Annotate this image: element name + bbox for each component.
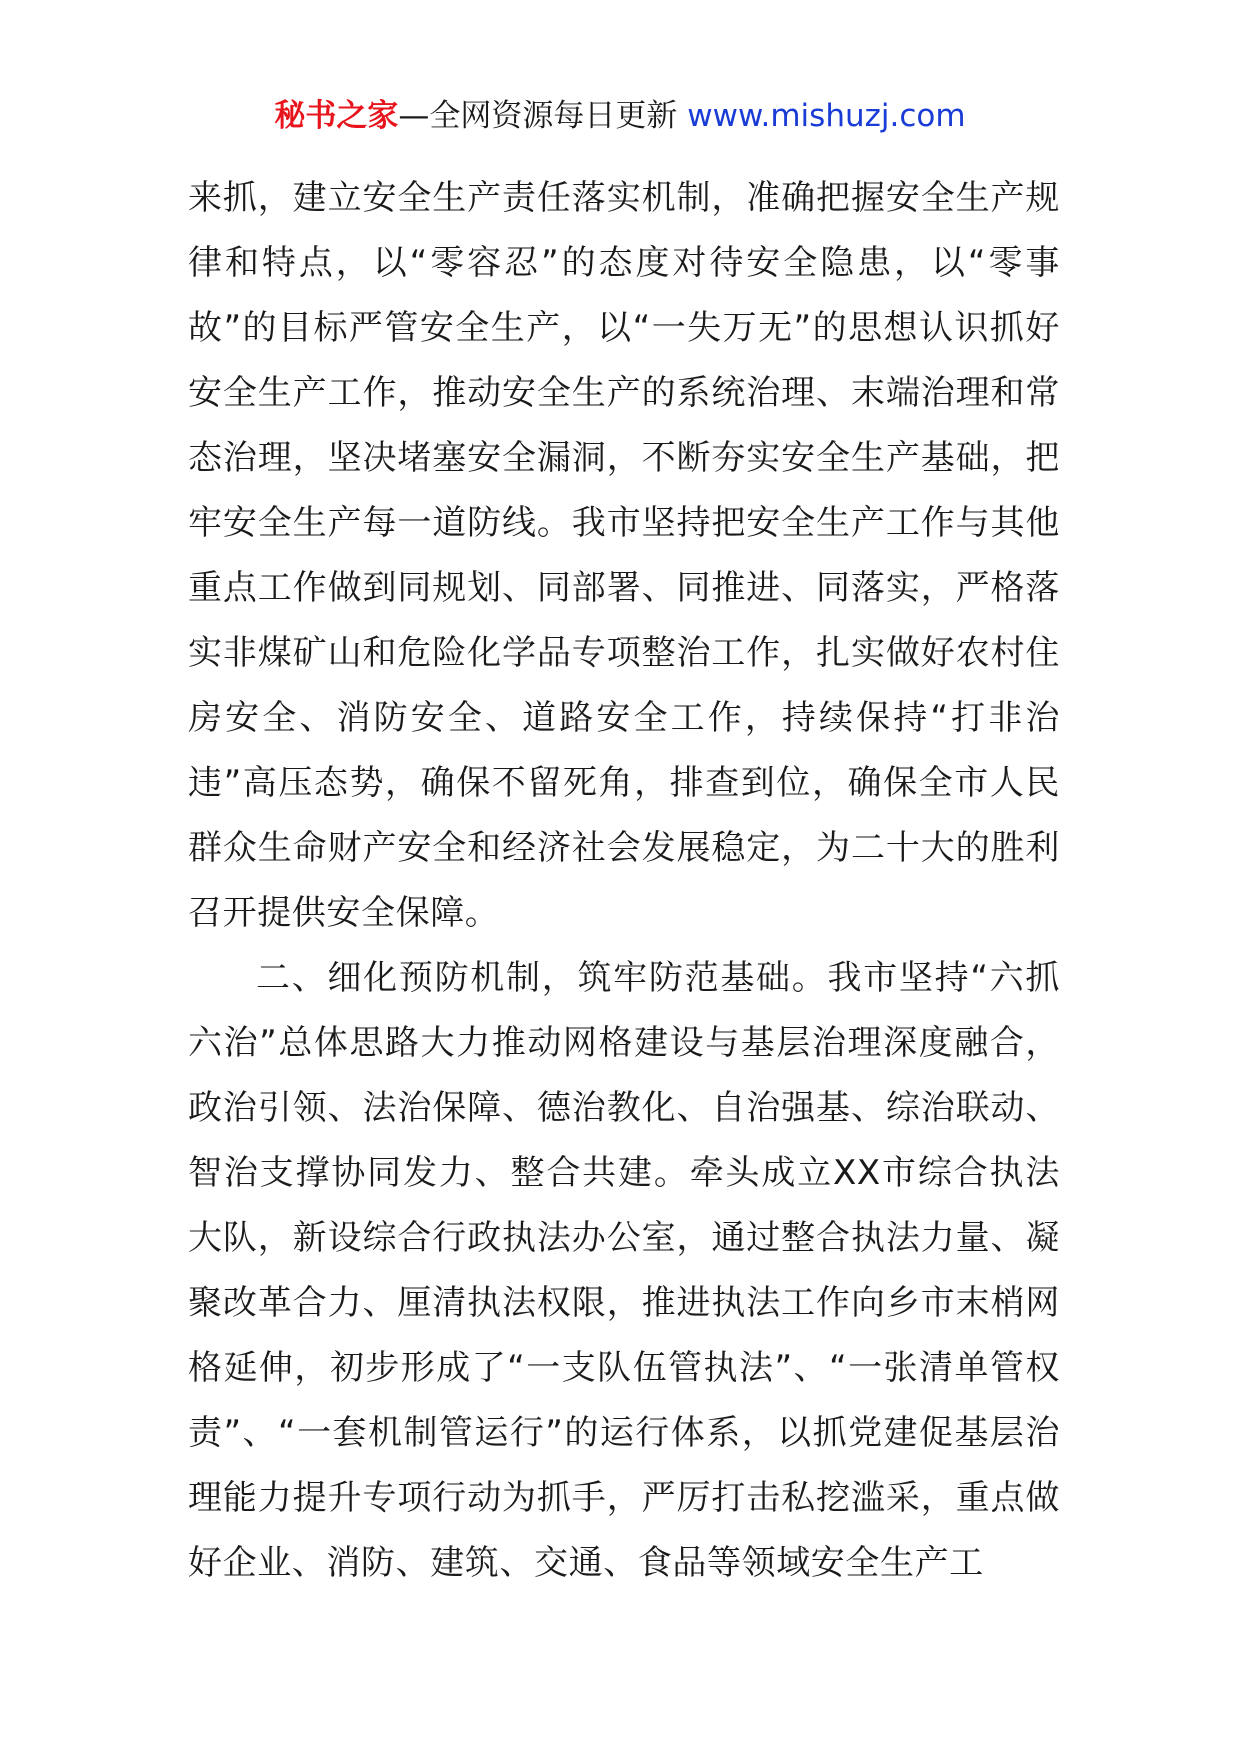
site-tagline: —全网资源每日更新 bbox=[398, 98, 688, 134]
site-url-link[interactable]: www.mishuzj.com bbox=[687, 98, 966, 134]
site-header bbox=[0, 96, 1240, 136]
body-paragraph-1: 来抓，建立安全生产责任落实机制，准确把握安全生产规律和特点，以“零容忍”的态度对待安全隐患，以“零事故”的目标严管安全生产，以“一失万无”的思想认识抓好安全生产工作，推动安全生产的系统治理、末端治理和常态治理，坚决堵塞安全漏洞，不断夯实安全生产基础，把牢安全生产每一道防线。我市坚持把安全生产工作与其他重点工作做到同规划、同部署、同推进、同落实，严格落实非煤矿山和危险化学品专项整治工作，扎实做好农村住房安全、消防安全、道路安全工作，持续保持“打非治违”高压态势，确保不留死角，排查到位，确保全市人民群众生命财产安全和经济社会发展稳定，为二十大的胜利召开提供安全保障。 bbox=[188, 178, 1060, 933]
document-body bbox=[188, 166, 1060, 1596]
body-paragraph-2: 二、细化预防机制，筑牢防范基础。我市坚持“六抓六治”总体思路大力推动网格建设与基层治理深度融合，政治引领、法治保障、德治教化、自治强基、综治联动、智治支撑协同发力、整合共建。牵头成立XX市综合执法大队，新设综合行政执法办公室，通过整合执法力量、凝聚改革合力、厘清执法权限，推进执法工作向乡市末梢网格延伸，初步形成了“一支队伍管执法”、“一张清单管权责”、“一套机制管运行”的运行体系，以抓党建促基层治理能力提升专项行动为抓手，严厉打击私挖滥采，重点做好企业、消防、建筑、交通、食品等领域安全生产工 bbox=[188, 958, 1060, 1583]
site-brand: 秘书之家 bbox=[274, 98, 399, 134]
